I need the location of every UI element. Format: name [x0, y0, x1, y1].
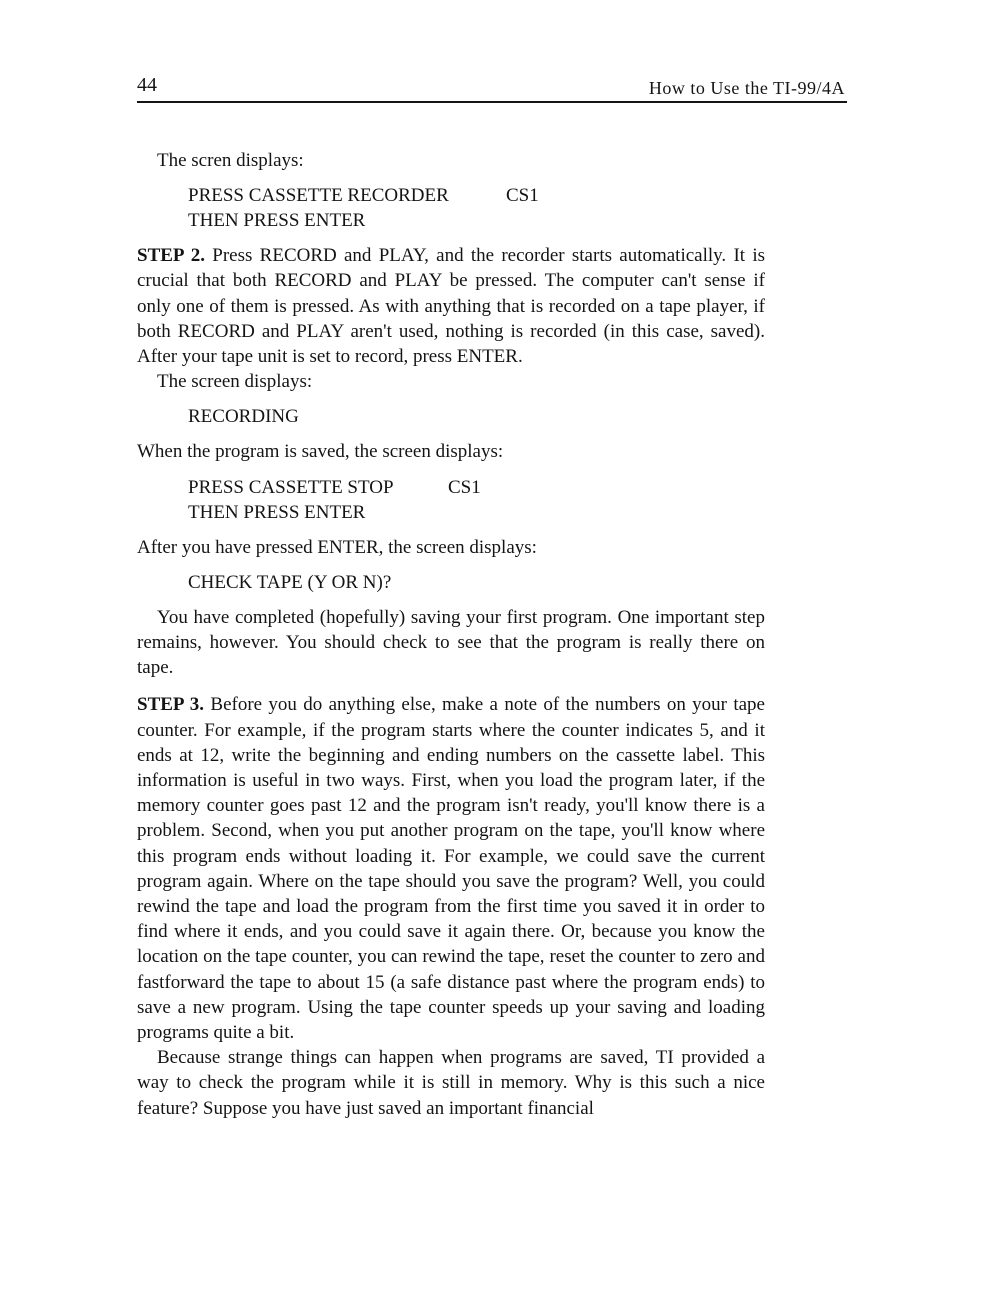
screen2-line2: THEN PRESS ENTER [188, 501, 366, 523]
intro-line: The scren displays: [157, 150, 304, 171]
completed-paragraph: You have completed (hopefully) saving your first program. One important step remains, however. You should check to see that the program is really there on tape. [137, 606, 765, 679]
screen-output-2 [188, 475, 765, 525]
screen1-line2: THEN PRESS ENTER [188, 210, 366, 232]
screen2-line1: PRESS CASSETTE STOP [188, 476, 394, 498]
step2-paragraph [137, 243, 765, 369]
after-enter-line: After you have pressed ENTER, the screen displays: [137, 536, 537, 558]
screen-output-recording [188, 404, 765, 429]
saved-intro-line: When the program is saved, the screen displays: [137, 441, 504, 463]
page-body [137, 148, 765, 1121]
screen1-device: CS1 [506, 185, 539, 207]
step3-paragraph [137, 692, 765, 1045]
screen-displays-line: The screen displays: [157, 371, 313, 393]
step2-text: Press RECORD and PLAY, and the recorder starts automatically. It is crucial that both RECORD and PLAY be pressed. The computer can't sense if only one of them is pressed. As with anything that is recorded on a tape player, if both RECORD and PLAY aren't used, nothing is recorded (in this case, saved). After your tape unit is set to record, press ENTER. [137, 245, 765, 368]
screen1-line1: PRESS CASSETTE RECORDER [188, 185, 449, 207]
page-number: 44 [137, 74, 157, 96]
closing-paragraph: Because strange things can happen when programs are saved, TI provided a way to check the program while it is still in memory. Why is this such a nice feature? Suppose you have just saved an important financial [137, 1047, 765, 1119]
screen-output-check [188, 570, 765, 595]
step3-label: STEP 3. [137, 694, 205, 716]
step3-text: Before you do anything else, make a note of the numbers on your tape counter. For example, if the program starts where the counter indicates 5, and it ends at 12, write the beginning and ending numbers on the cassette label. This information is useful in two ways. First, when you load the program later, if the memory counter goes past 12 and the program isn't ready, you'll know there is a problem. Second, when you put another program on the tape, you'll know where this program ends without loading it. For example, we could save the current program again. Where on the tape should you save the program? Well, you could rewind the tape and load the program from the first time you saved it in order to find where it ends, and you could save it again there. Or, because you know the location on the tape counter, you can rewind the tape, reset the counter to zero and fastforward the tape to about 15 (a safe distance past where the program ends) to save a new program. Using the tape counter speeds up your saving and loading programs quite a bit. [137, 694, 765, 1044]
recording-text: RECORDING [188, 406, 299, 428]
screen-output-1 [188, 183, 765, 233]
check-tape-text: CHECK TAPE (Y OR N)? [188, 571, 392, 593]
running-title: How to Use the TI-99/4A [648, 78, 845, 98]
screen2-device: CS1 [448, 476, 481, 498]
step2-label: STEP 2. [137, 245, 205, 267]
header-rule [137, 101, 847, 103]
